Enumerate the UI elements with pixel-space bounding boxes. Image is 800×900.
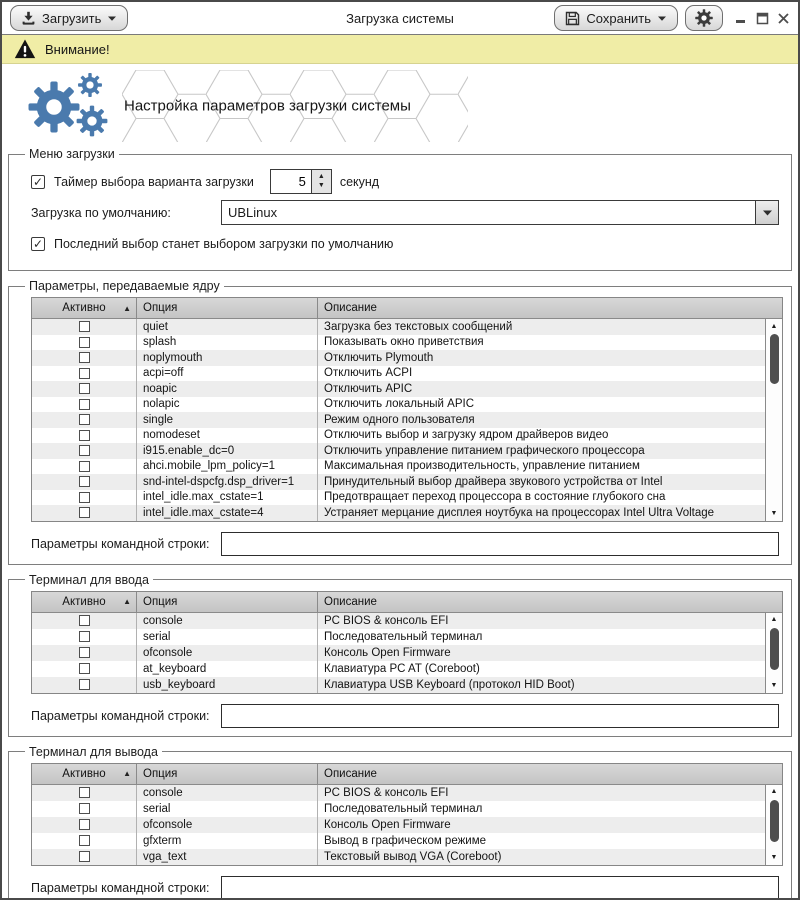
kernel-cmdline-row [31, 532, 779, 556]
timer-unit-label: секунд [339, 174, 380, 189]
scrollbar-thumb[interactable] [770, 800, 779, 842]
table-row[interactable] [32, 443, 765, 459]
warning-banner [2, 35, 798, 64]
option-cell: usb_keyboard [136, 677, 317, 693]
option-cell: ofconsole [136, 817, 317, 833]
table-row[interactable] [32, 350, 765, 366]
column-header-label: Активно [62, 302, 106, 314]
description-cell: Последовательный терминал [317, 801, 765, 817]
default-boot-value: UBLinux [228, 205, 278, 220]
last-choice-checkbox[interactable]: ✓ [32, 236, 44, 251]
description-cell: Отключить APIC [317, 381, 765, 397]
row-active-checkbox[interactable] [79, 492, 90, 503]
description-cell: Устраняет мерцание дисплея ноутбука на процессорах Intel Ultra Voltage [317, 505, 765, 521]
boot-menu-legend: Меню загрузки [29, 147, 115, 161]
input-terminal-cmdline-input[interactable] [221, 704, 779, 728]
table-body [32, 785, 765, 865]
maximize-icon[interactable] [755, 11, 769, 25]
option-cell: serial [136, 629, 317, 645]
option-cell: vga_text [136, 849, 317, 865]
option-cell: serial [136, 801, 317, 817]
minimize-icon[interactable] [734, 11, 748, 25]
timer-value-input[interactable] [271, 170, 311, 193]
column-header-label: Активно [62, 595, 106, 608]
description-cell: Предотвращает переход процессора в состояние глубокого сна [317, 490, 765, 506]
save-button[interactable] [554, 5, 678, 31]
sort-asc-icon: ▲ [123, 597, 131, 606]
option-cell: ahci.mobile_lpm_policy=1 [136, 459, 317, 475]
row-active-checkbox[interactable] [79, 352, 90, 363]
last-choice-row [17, 231, 783, 256]
row-active-checkbox[interactable] [79, 368, 90, 379]
timer-row [17, 169, 783, 194]
description-cell: Текстовый вывод VGA (Coreboot) [317, 849, 765, 865]
description-cell: PC BIOS & консоль EFI [317, 785, 765, 801]
gear-icon [694, 8, 714, 28]
table-body [32, 613, 765, 693]
output-terminal-group [8, 745, 792, 900]
column-header-description[interactable]: Описание [317, 298, 782, 318]
kernel-cmdline-label: Параметры командной строки: [31, 536, 210, 551]
option-cell: intel_idle.max_cstate=1 [136, 490, 317, 506]
row-active-checkbox[interactable] [79, 803, 90, 814]
row-active-checkbox[interactable] [79, 476, 90, 487]
row-active-checkbox[interactable] [79, 414, 90, 425]
option-cell: noplymouth [136, 350, 317, 366]
option-cell: nomodeset [136, 428, 317, 444]
sort-asc-icon: ▲ [123, 303, 131, 313]
output-terminal-cmdline-input[interactable] [221, 876, 779, 900]
description-cell: Принудительный выбор драйвера звукового устройства от Intel [317, 474, 765, 490]
default-boot-combobox[interactable] [221, 200, 779, 225]
table-header [32, 764, 782, 785]
option-cell: ofconsole [136, 645, 317, 661]
scroll-up-icon[interactable]: ▲ [770, 616, 778, 623]
option-cell: nolapic [136, 397, 317, 413]
scroll-up-icon[interactable]: ▲ [770, 322, 778, 330]
title-bar [2, 2, 798, 35]
description-cell: Загрузка без текстовых сообщений [317, 319, 765, 335]
description-cell: Отключить выбор и загрузку ядром драйверов видео [317, 428, 765, 444]
table-row[interactable] [32, 397, 765, 413]
kernel-params-legend: Параметры, передаваемые ядру [29, 279, 220, 293]
row-active-checkbox[interactable] [79, 615, 90, 626]
spinner-up-icon[interactable]: ▲ [317, 173, 325, 181]
row-active-checkbox[interactable] [79, 787, 90, 798]
row-active-checkbox[interactable] [79, 399, 90, 410]
option-cell: quiet [136, 319, 317, 335]
column-header-description[interactable]: Описание [317, 592, 782, 612]
option-cell: noapic [136, 381, 317, 397]
scroll-down-icon[interactable]: ▼ [770, 682, 778, 689]
table-row[interactable] [32, 613, 765, 629]
row-active-checkbox[interactable] [79, 835, 90, 846]
column-header-active[interactable] [32, 764, 136, 784]
column-header-option[interactable]: Опция [136, 592, 317, 612]
window-controls [734, 11, 790, 25]
scroll-up-icon[interactable]: ▲ [770, 788, 778, 795]
last-choice-label: Последний выбор станет выбором загрузки по умолчанию [54, 236, 394, 251]
table-row[interactable] [32, 785, 765, 801]
hexagon-banner [122, 70, 468, 142]
column-header-active[interactable] [32, 298, 136, 318]
table-row[interactable] [32, 428, 765, 444]
app-header [2, 64, 798, 147]
row-active-checkbox[interactable] [79, 851, 90, 862]
table-body [32, 319, 765, 521]
table-row[interactable] [32, 801, 765, 817]
scroll-down-icon[interactable]: ▼ [770, 854, 778, 861]
kernel-cmdline-input[interactable] [221, 532, 779, 556]
description-cell: Отключить Plymouth [317, 350, 765, 366]
option-cell: at_keyboard [136, 661, 317, 677]
table-row[interactable] [32, 661, 765, 677]
save-button-label: Сохранить [586, 10, 651, 26]
table-row[interactable] [32, 335, 765, 351]
description-cell: Отключить ACPI [317, 366, 765, 382]
output-terminal-legend: Терминал для вывода [29, 744, 158, 759]
app-caption: Настройка параметров загрузки системы [124, 97, 411, 114]
vertical-scrollbar[interactable] [765, 319, 782, 521]
option-cell: console [136, 613, 317, 629]
default-boot-label: Загрузка по умолчанию: [31, 205, 171, 220]
boot-menu-group [8, 147, 792, 271]
description-cell: Последовательный терминал [317, 629, 765, 645]
description-cell: Консоль Open Firmware [317, 645, 765, 661]
description-cell: Показывать окно приветствия [317, 335, 765, 351]
description-cell: Режим одного пользователя [317, 412, 765, 428]
scrollbar-track[interactable] [766, 799, 782, 851]
vertical-scrollbar[interactable] [765, 785, 782, 865]
sort-asc-icon: ▲ [123, 769, 131, 778]
description-cell: Клавиатура PC AT (Coreboot) [317, 661, 765, 677]
row-active-checkbox[interactable] [79, 337, 90, 348]
option-cell: single [136, 412, 317, 428]
input-terminal-cmdline-label: Параметры командной строки: [31, 708, 210, 723]
description-cell: Отключить управление питанием графического процессора [317, 443, 765, 459]
input-terminal-group [8, 573, 792, 737]
option-cell: i915.enable_dc=0 [136, 443, 317, 459]
row-active-checkbox[interactable] [79, 461, 90, 472]
table-header [32, 592, 782, 613]
table-row[interactable] [32, 833, 765, 849]
row-active-checkbox[interactable] [79, 321, 90, 332]
output-terminal-cmdline-row [31, 876, 779, 900]
vertical-scrollbar[interactable] [765, 613, 782, 693]
description-cell: Клавиатура USB Keyboard (протокол HID Boot) [317, 677, 765, 693]
scrollbar-track[interactable] [766, 333, 782, 507]
load-button[interactable] [10, 5, 128, 31]
table-row[interactable] [32, 849, 765, 865]
option-cell: snd-intel-dspcfg.dsp_driver=1 [136, 474, 317, 490]
kernel-params-table [31, 297, 783, 522]
table-row[interactable] [32, 319, 765, 335]
table-row[interactable] [32, 412, 765, 428]
column-header-description[interactable]: Описание [317, 764, 782, 784]
table-header [32, 298, 782, 319]
row-active-checkbox[interactable] [79, 679, 90, 690]
combo-dropdown-button[interactable] [755, 201, 778, 224]
table-row[interactable] [32, 629, 765, 645]
column-header-active[interactable] [32, 592, 136, 612]
row-active-checkbox[interactable] [79, 383, 90, 394]
scrollbar-track[interactable] [766, 627, 782, 679]
description-cell: Максимальная производительность, управление питанием [317, 459, 765, 475]
timer-spinner [270, 169, 332, 194]
row-active-checkbox[interactable] [79, 647, 90, 658]
option-cell: gfxterm [136, 833, 317, 849]
spinner-down-icon[interactable]: ▼ [317, 181, 325, 189]
scrollbar-thumb[interactable] [770, 628, 779, 670]
timer-label: Таймер выбора варианта загрузки [54, 174, 254, 189]
table-row[interactable] [32, 381, 765, 397]
option-cell: acpi=off [136, 366, 317, 382]
default-boot-row [17, 200, 783, 225]
timer-checkbox[interactable]: ✓ [32, 174, 44, 189]
kernel-params-group [8, 279, 792, 565]
row-active-checkbox[interactable] [79, 631, 90, 642]
table-row[interactable] [32, 505, 765, 521]
warning-text: Внимание! [45, 41, 110, 57]
table-row[interactable] [32, 490, 765, 506]
table-row[interactable] [32, 645, 765, 661]
row-active-checkbox[interactable] [79, 445, 90, 456]
option-cell: splash [136, 335, 317, 351]
output-terminal-table [31, 763, 783, 866]
input-terminal-table [31, 591, 783, 694]
description-cell: Отключить локальный APIC [317, 397, 765, 413]
row-active-checkbox[interactable] [79, 507, 90, 518]
output-terminal-cmdline-label: Параметры командной строки: [31, 880, 210, 895]
table-row[interactable] [32, 817, 765, 833]
description-cell: PC BIOS & консоль EFI [317, 613, 765, 629]
spinner-buttons [311, 170, 331, 193]
row-active-checkbox[interactable] [79, 819, 90, 830]
scroll-down-icon[interactable]: ▼ [770, 510, 778, 517]
chevron-down-icon [107, 15, 117, 22]
close-icon[interactable] [776, 11, 790, 25]
window-title: Загрузка системы [346, 10, 454, 26]
row-active-checkbox[interactable] [79, 430, 90, 441]
load-button-label: Загрузить [42, 10, 102, 26]
download-icon [21, 11, 36, 26]
save-icon [565, 11, 580, 26]
scrollbar-thumb[interactable] [770, 334, 779, 384]
table-row[interactable] [32, 474, 765, 490]
table-row[interactable] [32, 366, 765, 382]
table-row[interactable] [32, 459, 765, 475]
row-active-checkbox[interactable] [79, 663, 90, 674]
gears-logo-icon [24, 71, 116, 141]
input-terminal-cmdline-row [31, 704, 779, 728]
warning-icon [14, 39, 36, 59]
input-terminal-legend: Терминал для ввода [29, 572, 149, 587]
option-cell: console [136, 785, 317, 801]
settings-button[interactable] [685, 5, 723, 31]
chevron-down-icon [657, 15, 667, 22]
column-header-option[interactable]: Опция [136, 764, 317, 784]
column-header-option[interactable]: Опция [136, 298, 317, 318]
table-row[interactable] [32, 677, 765, 693]
column-header-label: Активно [62, 767, 106, 780]
description-cell: Вывод в графическом режиме [317, 833, 765, 849]
option-cell: intel_idle.max_cstate=4 [136, 505, 317, 521]
description-cell: Консоль Open Firmware [317, 817, 765, 833]
